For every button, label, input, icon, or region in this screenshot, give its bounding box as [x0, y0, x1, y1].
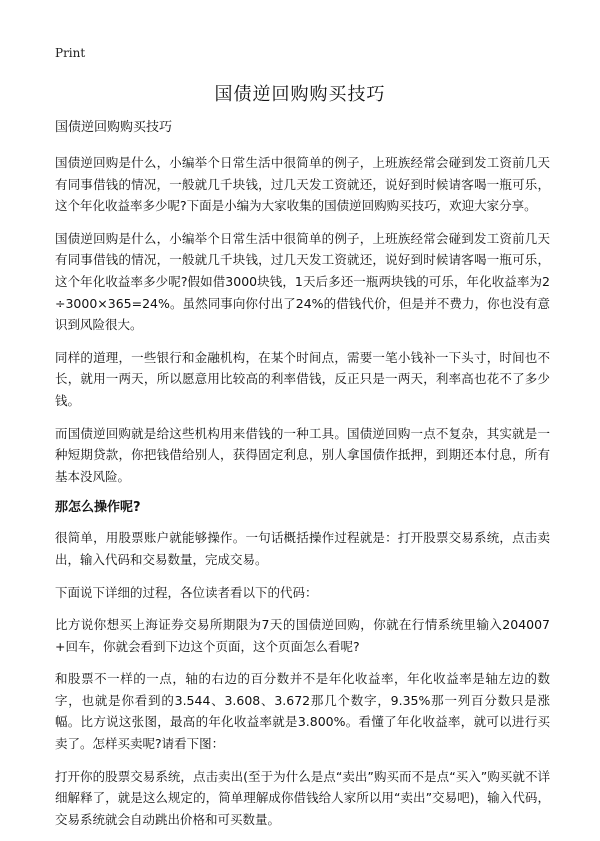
page-title: 国债逆回购购买技巧: [214, 84, 386, 105]
paragraph-banks: 同样的道理，一些银行和金融机构，在某个时间点，需要一笔小钱补一下头寸，时间也不长，就用一两天，所以愿意用比较高的利率借钱，反正只是一两天，利率高也花不了多少钱。: [55, 349, 550, 408]
print-link[interactable]: Print: [55, 46, 86, 60]
paragraph-tool: 而国债逆回购就是给这些机构用来借钱的一种工具。国债逆回购一点不复杂，其实就是一种短期贷款，你把钱借给别人，获得固定利息，别人拿国债作抵押，到期还本付息，所有基本没风险。: [55, 425, 550, 484]
article-subtitle: 国债逆回购购买技巧: [55, 120, 173, 135]
paragraph-details: 下面说下详细的过程，各位读者看以下的代码：: [55, 584, 318, 600]
paragraph-trading: 打开你的股票交易系统，点击卖出(至于为什么是点“卖出”购买而不是点“买入”购买就不详细解释了，就是这么规定的，简单理解成你借钱给人家所以用“卖出”交易吧)，输入代码，交易系统就会自动跳出价格和可买数量。: [55, 768, 550, 827]
paragraph-intro: 国债逆回购是什么，小编举个日常生活中很简单的例子，上班族经常会碰到发工资前几天有同事借钱的情况，一般就几千块钱，过几天发工资就还，说好到时候请客喝一瓶可乐，这个年化收益率多少呢?下面是小编为大家收集的国债逆回购购买技巧，欢迎大家分享。: [55, 155, 550, 214]
paragraph-code-input: 比方说你想买上海证券交易所期限为7天的国债逆回购，你就在行情系统里输入204007+回车，你就会看到下边这个页面，这个页面怎么看呢?: [55, 617, 550, 654]
paragraph-simple: 很简单，用股票账户就能够操作。一句话概括操作过程就是：打开股票交易系统，点击卖出，输入代码和交易数量，完成交易。: [55, 530, 550, 567]
article-body: [55, 118, 550, 841]
paragraph-example: 国债逆回购是什么，小编举个日常生活中很简单的例子，上班族经常会碰到发工资前几天有同事借钱的情况，一般就几千块钱，过几天发工资就还，说好到时候请客喝一瓶可乐，这个年化收益率多少呢?假如借3000块钱，1天后多还一瓶两块钱的可乐，年化收益率为2÷3000×365=24%。虽然同事向你付出了24%的借钱代价，但是并不费力，你也没有意识到风险很大。: [55, 230, 550, 333]
section-heading: 那怎么操作呢?: [55, 500, 141, 516]
paragraph-rate: 和股票不一样的一点，轴的右边的百分数并不是年化收益率，年化收益率是轴左边的数字，也就是你看到的3.544、3.608、3.672那几个数字，9.35%那一列百分数只是涨幅。比方说这张图，最高的年化收益率就是3.800%。看懂了年化收益率，就可以进行买卖了。怎样买卖呢?请看下图：: [55, 671, 550, 752]
